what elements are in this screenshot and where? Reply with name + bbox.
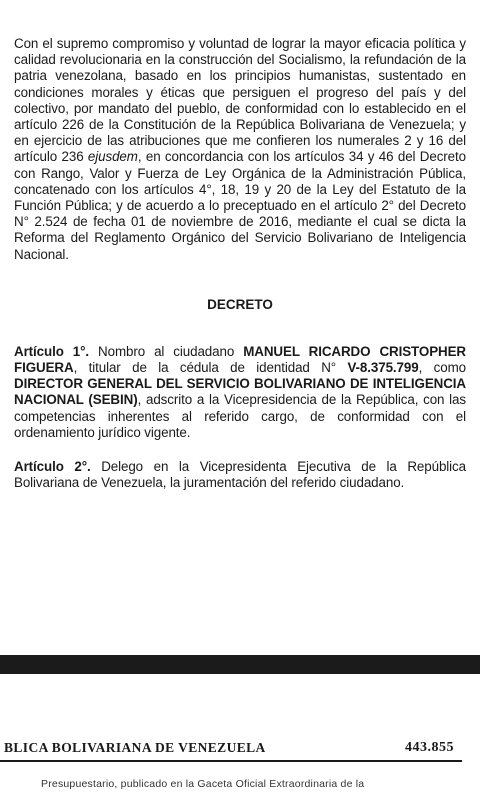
article-2: [14, 459, 466, 491]
article-2-text: Delego en la Vicepresidenta Ejecutiva de la República Bolivariana de Venezuela, la juramentación del referido ciudadano.: [14, 459, 466, 491]
preamble-text-1: Con el supremo compromiso y voluntad de lograr la mayor eficacia política y calidad revolucionaria en la construcción del Socialismo, la refundación de la patria venezolana, basado en los principios humanistas, sustentado en condiciones morales y éticas que persiguen el progreso del país y del colectivo, por mandato del pueblo, de conformidad con lo establecido en el artículo 226 de la Constitución de la República Bolivariana de Venezuela; y en ejercicio de las atribuciones que me confieren los numerales 2 y 16 del artículo 236: [14, 36, 466, 165]
appointee-position: DIRECTOR GENERAL DEL SERVICIO BOLIVARIANO DE INTELIGENCIA NACIONAL (SEBIN): [14, 376, 466, 408]
gaceta-header-rule: [0, 760, 462, 762]
appointee-cedula: V-8.375.799: [347, 360, 419, 376]
decree-body: [14, 36, 466, 491]
gaceta-header: [0, 740, 480, 768]
article-1: [14, 344, 466, 441]
article-1-text-2: , titular de la cédula de identidad N°: [73, 360, 348, 376]
page-divider-band: [0, 655, 480, 674]
preamble-paragraph: [14, 36, 466, 263]
article-1-text-1: Nombro al ciudadano: [89, 343, 244, 359]
gaceta-header-title: BLICA BOLIVARIANA DE VENEZUELA: [4, 740, 266, 755]
appointee-name: MANUEL RICARDO CRISTOPHER FIGUERA: [14, 343, 467, 376]
gaceta-number: 443.855: [405, 740, 454, 755]
decreto-heading: DECRETO: [207, 296, 273, 312]
next-page-text: Presupuestario, publicado en la Gaceta Oficial Extraordinaria de la: [41, 778, 365, 790]
article-1-label: Artículo 1°.: [14, 343, 90, 359]
preamble-text-2: , en concordancia con los artículos 34 y 46 del Decreto con Rango, Valor y Fuerza de Ley Orgánica de la Administración Pública, concatenado con los artículos 4°, 18, 19 y 20 de la Ley del Estatuto de la Función Pública; y de acuerdo a lo preceptuado en el artículo 2° del Decreto N° 2.524 de fecha 01 de noviembre de 2016, mediante el cual se dicta la Reforma del Reglamento Orgánico del Servicio Bolivariano de Inteligencia Nacional.: [14, 149, 466, 262]
preamble-ejusdem: ejusdem: [87, 149, 138, 165]
article-2-label: Artículo 2°.: [14, 459, 91, 475]
article-1-text-4: , adscrito a la Vicepresidencia de la República, con las competencias inherentes al referido cargo, de conformidad con el ordenamiento jurídico vigente.: [14, 392, 466, 440]
article-1-text-3: , como: [418, 360, 466, 376]
